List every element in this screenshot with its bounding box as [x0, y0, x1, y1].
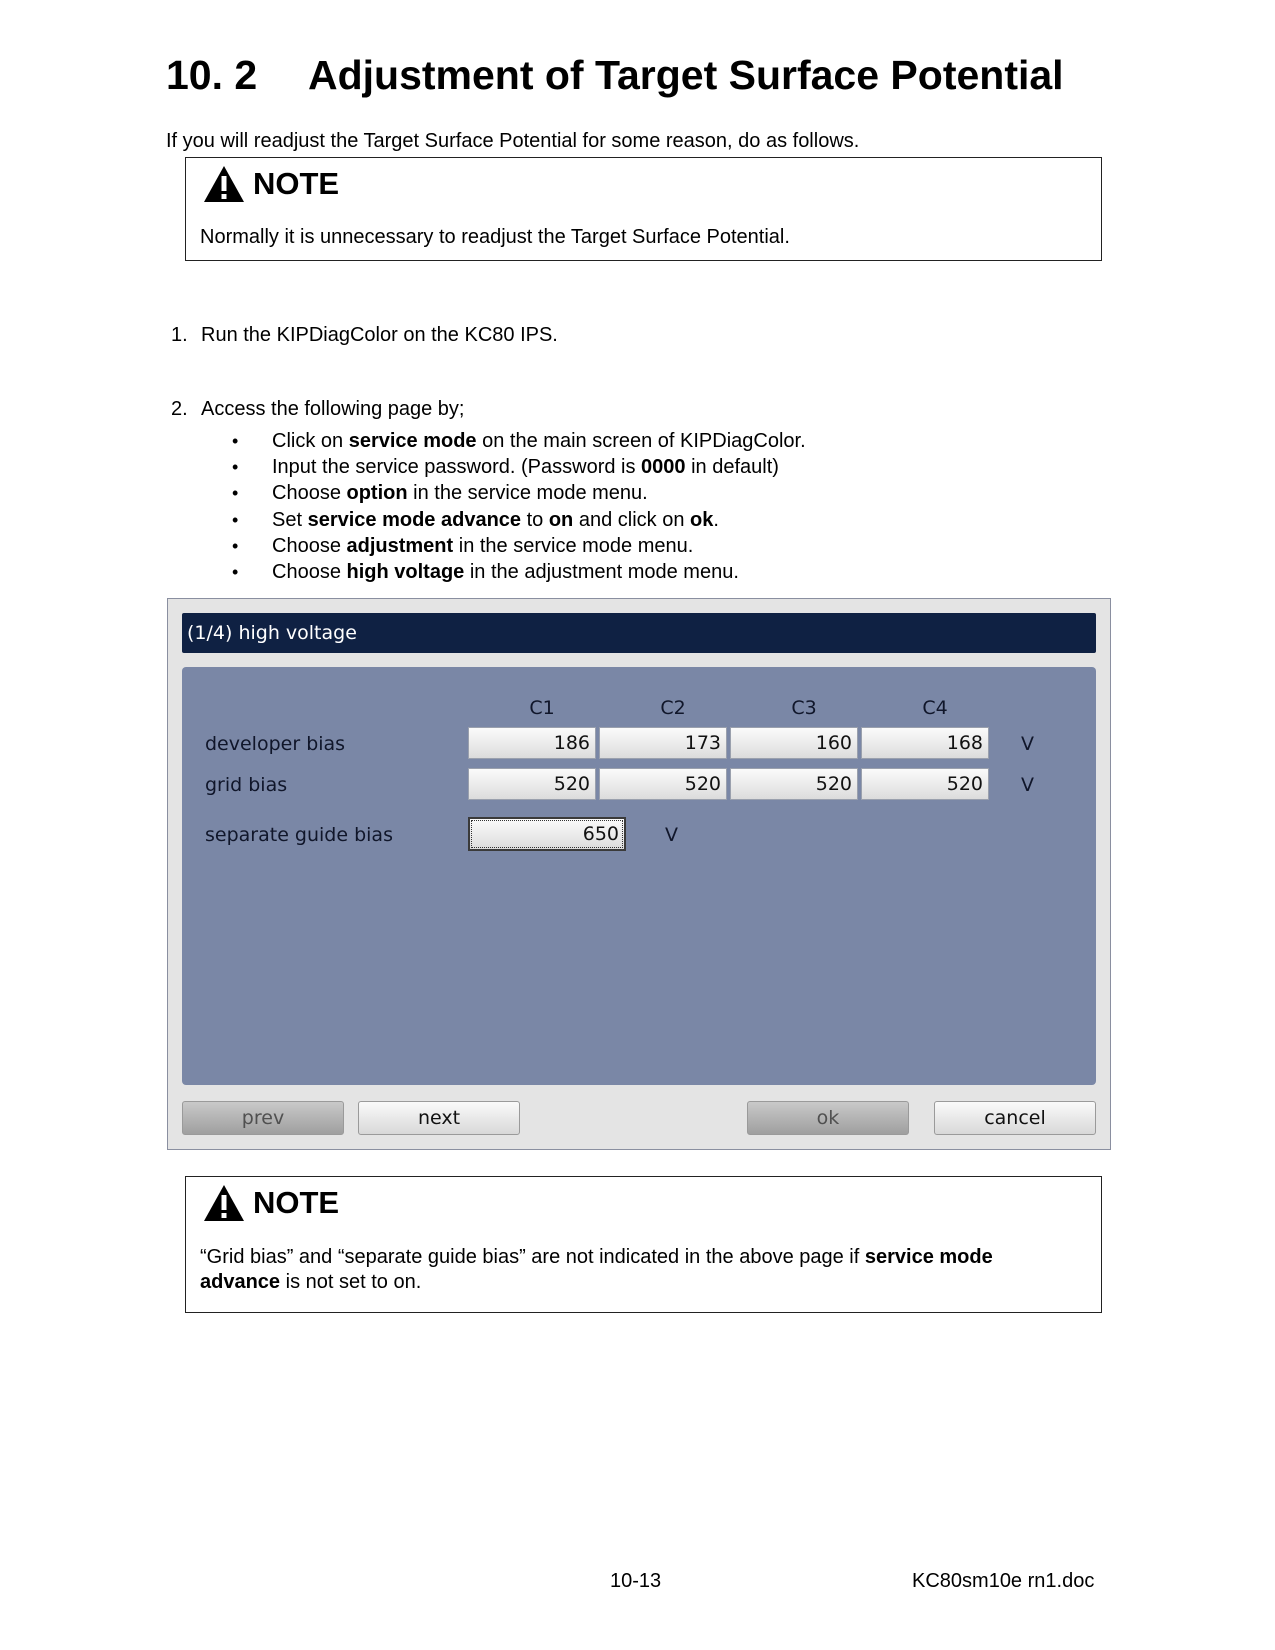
column-header-c3: C3	[791, 697, 817, 719]
note-header	[203, 1184, 339, 1222]
separate-guide-bias-field[interactable]: 650	[468, 817, 626, 851]
grid-bias-c4-field[interactable]: 520	[861, 768, 989, 800]
grid-bias-c2-field[interactable]: 520	[599, 768, 727, 800]
step-1	[171, 324, 558, 347]
list-item: • Input the service password. (Password is 0000 in default)	[232, 454, 806, 480]
grid-bias-c1-field[interactable]: 520	[468, 768, 596, 800]
grid-bias-label: grid bias	[205, 774, 288, 796]
note-box-2	[185, 1176, 1102, 1313]
developer-bias-label: developer bias	[205, 733, 346, 755]
developer-bias-c2-field[interactable]: 173	[599, 727, 727, 759]
step-number: 1.	[171, 324, 188, 346]
separate-guide-bias-label: separate guide bias	[205, 824, 393, 846]
bullet-icon: •	[232, 535, 239, 556]
note-text: Normally it is unnecessary to readjust the Target Surface Potential.	[200, 226, 790, 248]
step-2	[171, 398, 465, 421]
bullet-icon: •	[232, 483, 239, 504]
section-title: Adjustment of Target Surface Potential	[308, 52, 1064, 98]
step-text: Access the following page by;	[201, 398, 465, 420]
note-text: “Grid bias” and “separate guide bias” are not indicated in the above page if service mode advance is not set to on.	[200, 1246, 993, 1293]
list-item: • Click on service mode on the main screen of KIPDiagColor.	[232, 428, 806, 454]
high-voltage-dialog	[167, 598, 1111, 1150]
step-number: 2.	[171, 398, 188, 420]
note-title: NOTE	[253, 166, 340, 201]
grid-bias-c3-field[interactable]: 520	[730, 768, 858, 800]
instruction-list	[232, 428, 806, 585]
note-box-1	[185, 157, 1102, 261]
list-item: • Set service mode advance to on and click on ok.	[232, 507, 806, 533]
section-number: 10. 2	[166, 52, 258, 98]
warning-icon	[203, 165, 245, 203]
page-number: 10-13	[610, 1570, 662, 1592]
developer-bias-c3-field[interactable]: 160	[730, 727, 858, 759]
column-header-c4: C4	[922, 697, 948, 719]
bullet-icon: •	[232, 457, 239, 478]
intro-text: If you will readjust the Target Surface Potential for some reason, do as follows.	[166, 130, 860, 152]
settings-panel	[182, 667, 1096, 1085]
warning-icon	[203, 1184, 245, 1222]
section-heading	[166, 52, 1064, 99]
ok-button[interactable]: ok	[747, 1101, 909, 1135]
developer-bias-c1-field[interactable]: 186	[468, 727, 596, 759]
cancel-button[interactable]: cancel	[934, 1101, 1096, 1135]
note-header	[203, 165, 339, 203]
separate-guide-bias-unit: V	[665, 824, 678, 846]
document-name: KC80sm10e rn1.doc	[912, 1570, 1095, 1592]
grid-bias-unit: V	[1021, 774, 1034, 796]
developer-bias-c4-field[interactable]: 168	[861, 727, 989, 759]
list-item: • Choose high voltage in the adjustment mode menu.	[232, 559, 806, 585]
note-title: NOTE	[253, 1185, 340, 1220]
bullet-icon: •	[232, 561, 239, 582]
dialog-title: (1/4) high voltage	[182, 613, 1096, 653]
list-item: • Choose adjustment in the service mode menu.	[232, 533, 806, 559]
developer-bias-unit: V	[1021, 733, 1034, 755]
next-button[interactable]: next	[358, 1101, 520, 1135]
bullet-icon: •	[232, 431, 239, 451]
step-text: Run the KIPDiagColor on the KC80 IPS.	[201, 324, 558, 346]
column-header-c1: C1	[529, 697, 555, 719]
prev-button[interactable]: prev	[182, 1101, 344, 1135]
column-header-c2: C2	[660, 697, 686, 719]
list-item: • Choose option in the service mode menu.	[232, 480, 806, 506]
bullet-icon: •	[232, 509, 239, 530]
